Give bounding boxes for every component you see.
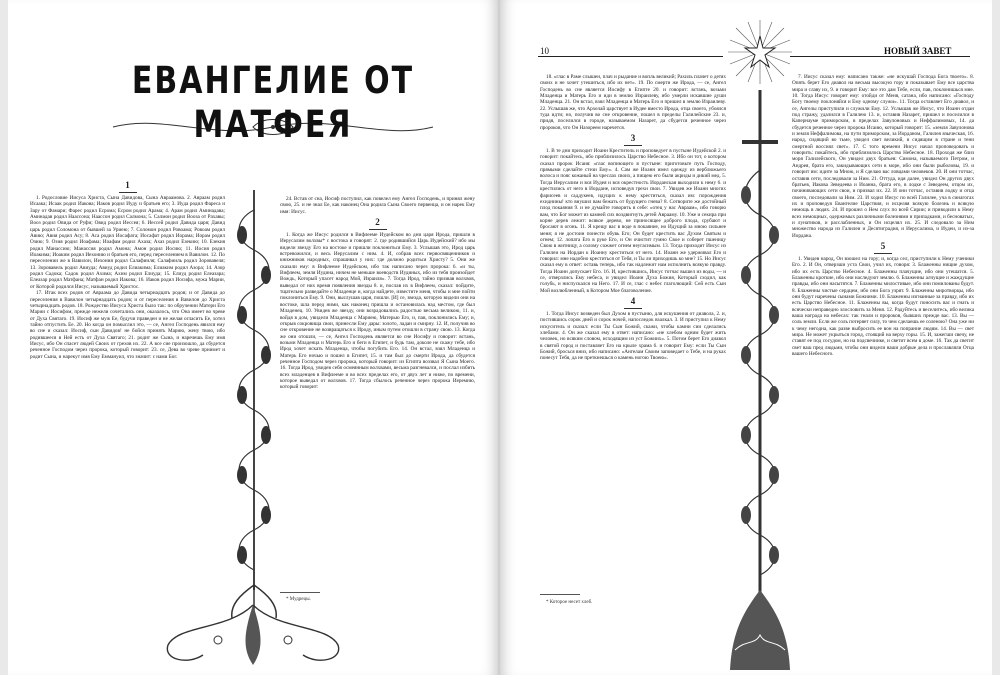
chapter-rule: [624, 145, 642, 146]
chapter-heading-1: 1: [125, 180, 130, 190]
running-header: НОВЫЙ ЗАВЕТ: [884, 46, 952, 56]
chapter-heading-4: 4: [630, 296, 636, 306]
right-column-2: [792, 74, 974, 659]
verse-block: 1. В те дни приходит Иоанн Креститель и проповедует в пустыне Иудейской 2. и говорит: покайтесь, ибо приблизилось Царство Небесное. 3. Ибо он тот, о котором сказал пророк Исаия: «глас вопиющего в пустыне: приготовьте путь Господу, прямыми сделайте стези Ему». 4. Сам же Иоанн имел одежду из верблюжьего волоса и пояс кожаный на чреслах своих, а пищею его были акриды и дикий мед. 5. Тогда Иерусалим и вся Иудея и вся окрестность Иорданская выходили к нему 6. и крестились от него в Иордане, исповедуя грехи свои. 7. Увидев же Иоанн многих фарисеев и саддукеев, идущих к нему креститься, сказал им: порождения ехиднины! кто внушил вам бежать от будущего гнева? 8. Сотворите же достойный плод покаяния 9. и не думайте говорить в себе: «отец у нас Авраам», ибо говорю вам, что Бог может из камней сих воздвигнуть детей Аврааму. 10. Уже и секира при корне дерев лежит: всякое дерево, не приносящее доброго плода, срубают и бросают в огонь. 11. Я крещу вас в воде в покаяние, но Идущий за мною сильнее меня; я не достоин понести обувь Его; Он будет крестить вас Духом Святым и огнем; 12. лопата Его в руке Его, и Он очистит гумно Свое и соберет пшеницу Свою в житницу, а солому сожжет огнем неугасимым. 13. Тогда приходит Иисус из Галилеи на Иордан к Иоанну креститься от него. 14. Иоанн же удерживал Его и говорил: мне надобно креститься от Тебя, и Ты ли приходишь ко мне? 15. Но Иисус сказал ему в ответ: оставь теперь, ибо так надлежит нам исполнить всякую правду. Тогда Иоанн допускает Его. 16. И, крестившись, Иисус тотчас вышел из воды, — и се, отверзлись Ему небеса, и увидел Иоанн Духа Божия, Который сходил, как голубь, и ниспускался на Него. 17. И се, глас с небес глаголющий: Сей есть Сын Мой возлюбленный, в Котором Мое благоволение.: [540, 148, 726, 294]
left-page: [8, 0, 498, 675]
footnote: * Мудрецы.: [286, 597, 311, 602]
right-column-1: [540, 74, 726, 584]
verse-block: 1. Тогда Иисус возведен был Духом в пустыню, для искушения от диавола, 2. и, постившись сорок дней и сорок ночей, напоследок взалкал. 3. И приступил к Нему искуситель и сказал: если Ты Сын Божий, скажи, чтобы камни сии сделались хлебами. 4. Он же сказал ему в ответ: написано: «не хлебом одним будет жить человек, но всяким словом, исходящим из уст Божиих». 5. Потом берет Его диавол в святой город и поставляет Его на крыле храма 6. и говорит Ему: если Ты Сын Божий, бросься вниз, ибо написано: «Ангелам Своим заповедает о Тебе, и на руках понесут Тебя, да не преткнешься о камень ногою Твоею».: [540, 311, 726, 362]
verse-block: 18. «глас в Раме слышен, плач и рыдание и вопль великий; Рахиль плачет о детях своих и не хочет утешиться, ибо их нет». 19. По смерти же Ирода, — се, Ангел Господень во сне является Иосифу в Египте 20. и говорит: встань, возьми Младенца и Матерь Его и иди в землю Израилеву, ибо умерли искавшие души Младенца. 21. Он встал, взял Младенца и Матерь Его и пришел в землю Израилеву. 22. Услышав же, что Архелай царствует в Иудее вместо Ирода, отца своего, убоялся туда идти; но, получив во сне откровение, пошел в пределы Галилейские 23. и, придя, поселился в городе, называемом Назарет, да сбудется реченное через пророков, что Он Назореем наречется.: [540, 74, 726, 131]
gospel-title: ЕВАНГЕЛИЕ ОТ МАТФЕЯ: [131, 59, 415, 147]
decorative-vine-column: [230, 190, 278, 620]
chapter-heading-2: 2: [375, 217, 380, 228]
chapter-rule: [119, 192, 137, 193]
verse-block: 24. Встав от сна, Иосиф поступил, как повелел ему Ангел Господень, и принял жену свою, 25. и не знал Ее, как наконец Она родила Сына Своего первенца, и он нарек Ему имя: Иисус.: [280, 196, 475, 215]
verse-block: 1. Увидев народ, Он взошел на гору; и, когда сел, приступили к Нему ученики Его. 2. И Он, отверзши уста Свои, учил их, говоря: 3. Блаженны нищие духом, ибо их есть Царство Небесное. 4. Блаженны плачущие, ибо они утешатся. 5. Блаженны кроткие, ибо они наследуют землю. 6. Блаженны алчущие и жаждущие правды, ибо они насытятся. 7. Блаженны милостивые, ибо они помилованы будут. 8. Блаженны чистые сердцем, ибо они Бога узрят. 9. Блаженны миротворцы, ибо они будут наречены сынами Божиими. 10. Блаженны изгнанные за правду, ибо их есть Царство Небесное. 11. Блаженны вы, когда будут поносить вас и гнать и всячески неправедно злословить за Меня. 12. Радуйтесь и веселитесь, ибо велика ваша награда на небесах: так гнали и пророков, бывших прежде вас. 13. Вы — соль земли. Если же соль потеряет силу, то чем сделаешь ее соленою? Она уже ни к чему негодна, как разве выбросить ее вон на попрание людям. 14. Вы — свет мира. Не может укрыться город, стоящий на верху горы. 15. И, зажегши свечу, не ставят ее под сосудом, но на подсвечнике, и светит всем в доме. 16. Так да светит свет ваш пред людьми, чтобы они видели ваши добрые дела и прославляли Отца вашего Небесного.: [792, 255, 974, 358]
cross-column-ornament: [730, 90, 790, 675]
header-rule-left: [538, 56, 723, 57]
chapter-rule: [624, 308, 642, 309]
footnote-rule: [280, 592, 320, 593]
chapter-rule: [874, 253, 892, 254]
verse-block: 17. Итак всех родов от Авраама до Давида четырнадцать родов; и от Давида до переселения в Вавилон четырнадцать родов; и от переселения в Вавилон до Христа четырнадцать родов. 18. Рождество Иисуса Христа было так: по обручении Матери Его Марии с Иосифом, прежде нежели сочетались они, оказалось, что Она имеет во чреве от Духа Святаго. 19. Иосиф же муж Ее, будучи праведен и не желая огласить Ее, хотел тайно отпустить Ее. 20. Но когда он помыслил это, — се, Ангел Господень явился ему во сне и сказал: Иосиф, сын Давидов! не бойся принять Марию, жену твою, ибо родившееся в Ней есть от Духа Святаго; 21. родит же Сына, и наречешь Ему имя Иисус, ибо Он спасет людей Своих от грехов их. 22. А все сие произошло, да сбудется реченное Господом через пророка, который говорит: 23. се, Дева во чреве приимет и родит Сына, и нарекут имя Ему Еммануил, что значит: с нами Бог.: [30, 290, 225, 360]
header-rule-right: [790, 56, 970, 57]
chapter-heading-5: 5: [880, 240, 886, 251]
left-column-1: [30, 178, 225, 590]
verse-block: 7. Иисус сказал ему: написано также: «не искушай Господа Бога твоего». 8. Опять берет Его диавол на весьма высокую гору и показывает Ему все царства мира и славу их, 9. и говорит Ему: все это дам Тебе, если, пав, поклонишься мне. 10. Тогда Иисус говорит ему: отойди от Меня, сатана, ибо написано: «Господу Богу твоему поклоняйся и Ему одному служи». 11. Тогда оставляет Его диавол, и се, Ангелы приступили и служили Ему. 12. Услышав же Иисус, что Иоанн отдан под стражу, удалился в Галилею 13. и, оставив Назарет, пришел и поселился в Капернауме приморском, в пределах Завулоновых и Неффалимовых, 14. да сбудется реченное через пророка Исаию, который говорит: 15. «земля Завулонова и земля Неффалимова, на пути приморском, за Иорданом, Галилея языческая, 16. народ, сидящий во тьме, увидел свет великий, и сидящим в стране и тени смертной воссиял свет». 17. С того времени Иисус начал проповедовать и говорить: покайтесь, ибо приблизилось Царство Небесное. 18. Проходя же близ моря Галилейского, Он увидел двух братьев: Симона, называемого Петром, и Андрея, брата его, закидывающих сети в море, ибо они были рыболовы, 19. и говорит им: идите за Мною, и Я сделаю вас ловцами человеков. 20. И они тотчас, оставив сети, последовали за Ним. 21. Оттуда, идя далее, увидел Он других двух братьев, Иакова Зеведеева и Иоанна, брата его, в лодке с Зеведеем, отцом их, починивающих сети свои, и призвал их. 22. И они тотчас, оставив лодку и отца своего, последовали за Ним. 23. И ходил Иисус по всей Галилее, уча в синагогах их и проповедуя Евангелие Царствия, и исцеляя всякую болезнь и всякую немощь в людях. 24. И прошел о Нем слух по всей Сирии; и приводили к Нему всех немощных, одержимых различными болезнями и припадками, и бесноватых, и лунатиков, и расслабленных, и Он исцелял их. 25. И следовало за Ним множество народа из Галилеи и Десятиградия, и Иерусалима, и Иудеи, и из-за Иордана.: [792, 74, 974, 239]
chapter-rule: [369, 229, 387, 230]
star-of-bethlehem-icon: [728, 20, 792, 84]
footnote-rule: [540, 594, 580, 595]
footnote: * Которое несет хлеб.: [546, 600, 593, 605]
verse-block: 1. Когда же Иисус родился в Вифлееме Иудейском во дни царя Ирода, пришли в Иерусалим волхвы* с востока и говорят: 2. где родившийся Царь Иудейский? ибо мы видели звезду Его на востоке и пришли поклониться Ему. 3. Услышав это, Ирод царь встревожился, и весь Иерусалим с ним. 4. И, собрав всех первосвященников и книжников народных, спрашивал у них: где должно родиться Христу? 5. Они же сказали ему: в Вифлееме Иудейском, ибо так написано через пророка: 6. «и ты, Вифлеем, земля Иудина, ничем не меньше воеводств Иудиных, ибо из тебя произойдет Вождь, Который упасет народ Мой, Израиля». 7. Тогда Ирод, тайно призвав волхвов, выведал от них время появления звезды 8. и, послав их в Вифлеем, сказал: пойдите, тщательно разведайте о Младенце и, когда найдете, известите меня, чтобы и мне пойти поклониться Ему. 9. Они, выслушав царя, пошли. [И] се, звезда, которую видели они на востоке, шла перед ними, как наконец пришла и остановилась над местом, где был Младенец. 10. Увидев же звезду, они возрадовались радостью весьма великою, 11. и, войдя в дом, увидели Младенца с Мариею, Матерью Его, и, пав, поклонились Ему; и, открыв сокровища свои, принесли Ему дары: золото, ладан и смирну. 12. И, получив во сне откровение не возвращаться к Ироду, иным путем отошли в страну свою. 13. Когда же они отошли, — се, Ангел Господень является во сне Иосифу и говорит: встань, возьми Младенца и Матерь Его и беги в Египет, и будь там, доколе не скажу тебе, ибо Ирод хочет искать Младенца, чтобы погубить Его. 14. Он встал, взял Младенца и Матерь Его ночью и пошел в Египет, 15. и там был до смерти Ирода, да сбудется реченное Господом через пророка, который говорит: из Египта воззвал Я Сына Моего. 16. Тогда Ирод, увидев себя осмеянным волхвами, весьма разгневался, и послал избить всех младенцев в Вифлееме и во всех пределах его, от двух лет и ниже, по времени, которое выведал от волхвов. 17. Тогда сбылось реченное через пророка Иеремию, который говорит:: [280, 232, 475, 391]
bottom-ornament-flourish: [158, 600, 348, 670]
verse-block: 1. Родословие Иисуса Христа, Сына Давидова, Сына Авраамова. 2. Авраам родил Исаака; Исаак родил Иакова; Иаков родил Иуду и братьев его; 3. Иуда родил Фареса и Зару от Фамари; Фарес родил Есрома; Есром родил Арама; 4. Арам родил Аминадава; Аминадав родил Наассона; Наассон родил Салмона; 5. Салмон родил Вооза от Рахавы; Вооз родил Овида от Руфи; Овид родил Иессея; 6. Иессей родил Давида царя; Давид царь родил Соломона от бывшей за Уриею; 7. Соломон родил Ровоама; Ровоам родил Авию; Авия родил Асу; 8. Аса родил Иосафата; Иосафат родил Иорама; Иорам родил Озию; 9. Озия родил Иоафама; Иоафам родил Ахаза; Ахаз родил Езекию; 10. Езекия родил Манассию; Манассия родил Амона; Амон родил Иосию; 11. Иосия родил Иоакима; Иоаким родил Иехонию и братьев его, перед переселением в Вавилон. 12. По переселении же в Вавилон, Иехония родил Салафииля; Салафииль родил Зоровавеля; 13. Зоровавель родил Авиуда; Авиуд родил Елиакима; Елиаким родил Азора; 14. Азор родил Садока; Садок родил Ахима; Ахим родил Елиуда; 15. Елиуд родил Елеазара; Елеазар родил Матфана; Матфан родил Иакова; 16. Иаков родил Иосифа, мужа Марии, от Которой родился Иисус, называемый Христос.: [30, 195, 225, 290]
right-page: [500, 0, 992, 675]
chapter-heading-3: 3: [630, 133, 636, 144]
left-column-2: [280, 196, 475, 588]
page-number: 10: [540, 46, 549, 56]
